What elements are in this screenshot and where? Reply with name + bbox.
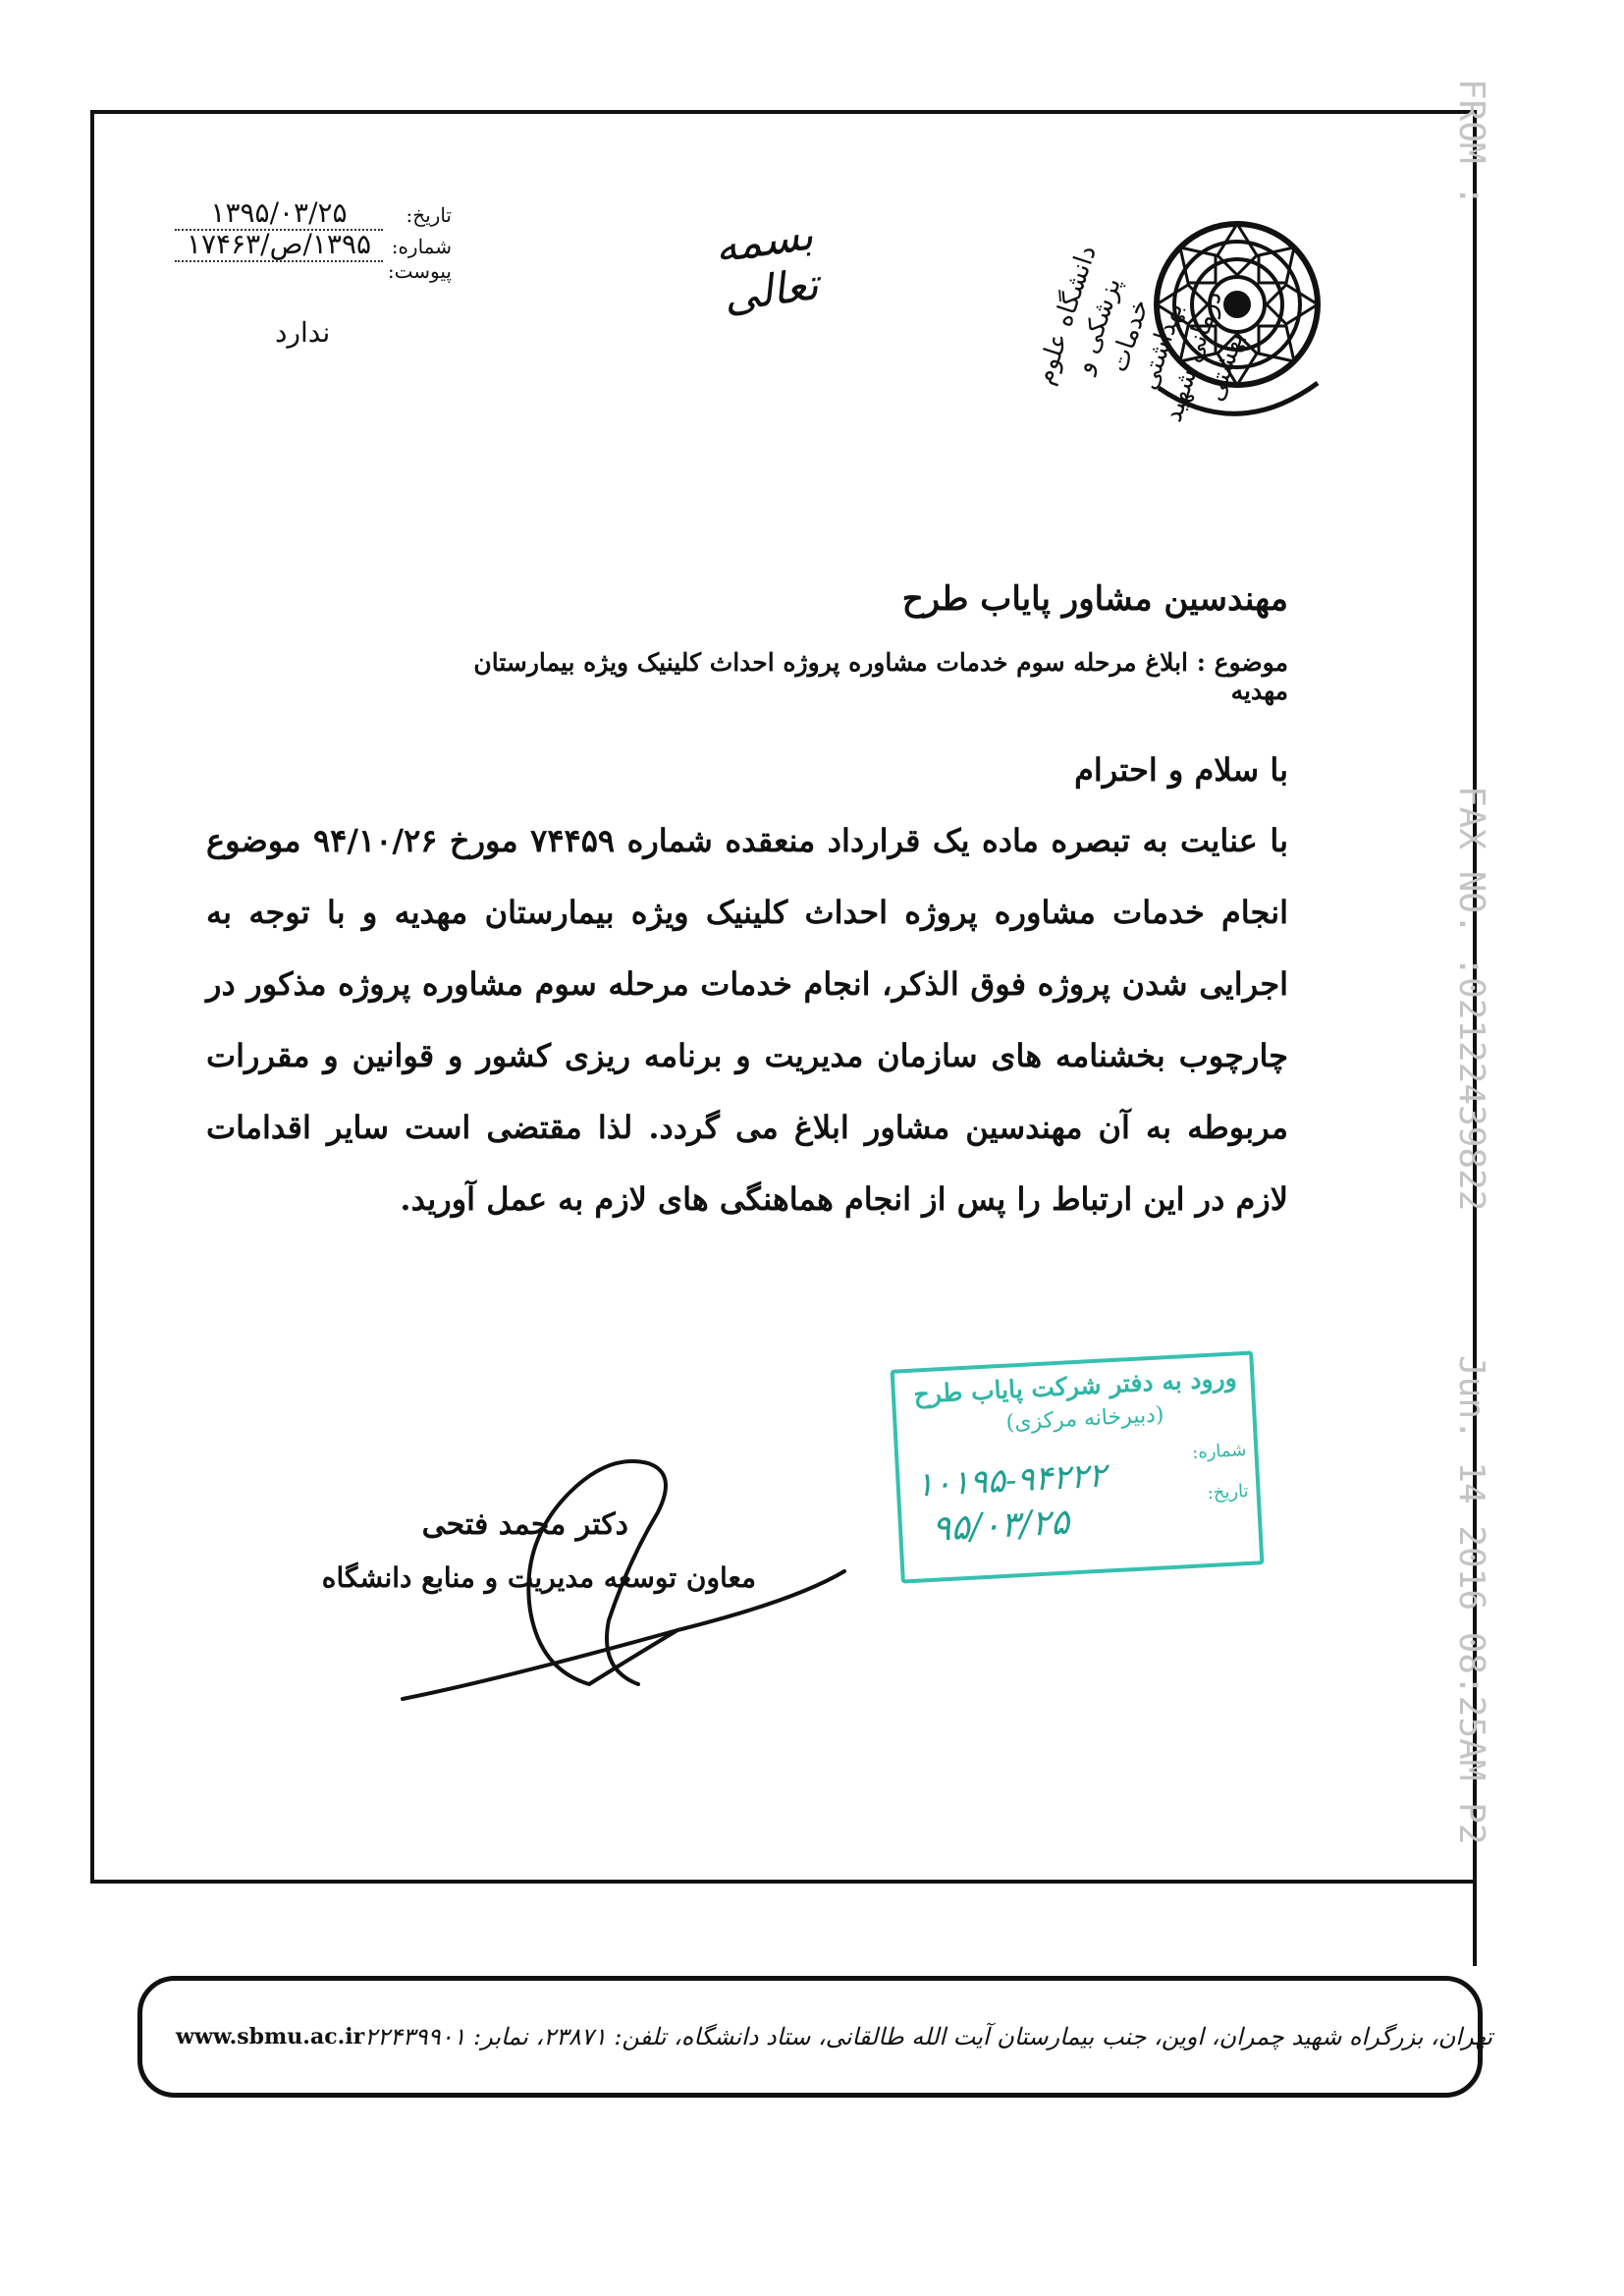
stamp-date-value: ۹۵/۰۳/۲۵: [931, 1502, 1071, 1550]
number-value: ۱۳۹۵/ص/۱۷۴۶۳: [175, 228, 383, 262]
stamp-number-value: ۱۰۱۹۵-۹۴۲۲۲: [914, 1455, 1108, 1505]
addressee: مهندسین مشاور پایاب طرح: [901, 579, 1288, 619]
frame-bottom-line: [90, 1880, 1477, 1884]
fax-from: FROM :: [1451, 79, 1491, 207]
letter-meta: [128, 196, 452, 291]
stamp-title: ورود به دفتر شرکت پایاب طرح: [912, 1363, 1238, 1409]
attachment-label: پیوست:: [387, 259, 452, 283]
fax-timestamp: Jun. 14 2016 08:25AM P2: [1451, 1355, 1491, 1845]
signer-title: معاون توسعه مدیریت و منابع دانشگاه: [321, 1561, 756, 1594]
date-value: ۱۳۹۵/۰۳/۲۵: [175, 196, 383, 231]
fax-header: [1441, 79, 1500, 2043]
letter-footer: [137, 1976, 1493, 2098]
basmala: بسمه تعالی: [711, 209, 822, 323]
date-label: تاریخ:: [406, 203, 452, 227]
greeting: با سلام و احترام: [1074, 751, 1288, 789]
attachment-value: ندارد: [275, 316, 331, 349]
signer-name: دکتر محمد فتحی: [421, 1507, 628, 1542]
footer-address: تهران، بزرگراه شهید چمران، اوین، جنب بیمارستان آیت الله طالقانی، ستاد دانشگاه، تلفن: ۲۳۸۷۱، نمابر: ۲۲۴۳۹۹۰۱: [364, 2023, 1493, 2050]
frame-top-line: [90, 110, 1477, 114]
meta-number-row: [128, 228, 452, 259]
fax-number: FAX NO. :02122439822: [1451, 786, 1491, 1212]
footer-website: www.sbmu.ac.ir: [176, 2024, 365, 2050]
letter-body: با عنایت به تبصره ماده یک قرارداد منعقده شماره ۷۴۴۵۹ مورخ ۹۴/۱۰/۲۶ موضوع انجام خدمات مشاوره پروژه احداث کلینیک ویژه بیمارستان مهدیه و با توجه به اجرایی شدن پروژه فوق الذکر، انجام خدمات مرحله سوم مشاوره پروژه مذکور در چارچوب بخشنامه های سازمان مدیریت و برنامه ریزی کشور و قوانین و مقررات مربوطه به آن مهندسین مشاور ابلاغ می گردد. لذا مقتضی است سایر اقدامات لازم در این ارتباط را پس از انجام هماهنگی های لازم به عمل آورید.: [206, 822, 1288, 1218]
number-label: شماره:: [391, 235, 452, 258]
stamp-number-label: شماره:: [1191, 1439, 1247, 1463]
meta-attachment-row: [128, 259, 452, 291]
subject-line: موضوع : ابلاغ مرحله سوم خدمات مشاوره پروژه احداث کلینیک ویژه بیمارستان مهدیه: [473, 648, 1288, 705]
stamp-subtitle: (دبیرخانه مرکزی): [1005, 1402, 1164, 1436]
stamp-date-label: تاریخ:: [1207, 1480, 1250, 1504]
meta-date-row: [128, 196, 452, 228]
logo-text: دانشگاه علوم پزشکی و خدمات بهداشتی درمانی شهید بهشتی: [1029, 242, 1250, 426]
receipt-stamp: [891, 1350, 1265, 1583]
frame-left-line: [90, 110, 94, 1884]
